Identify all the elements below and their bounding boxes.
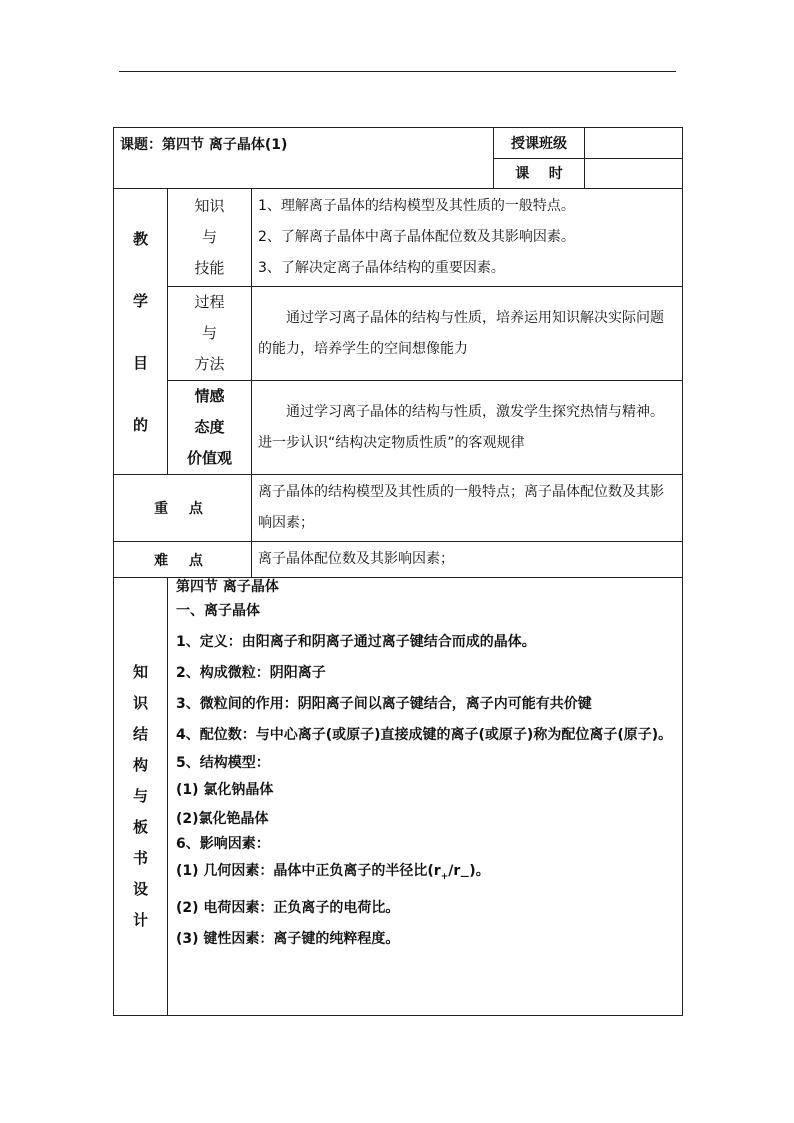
board-label-char: 书 (132, 849, 148, 867)
process-label-line: 方法 (194, 355, 225, 373)
board-line: 第四节 离子晶体 (176, 579, 279, 595)
board-line: 6、影响因素： (176, 836, 270, 852)
board-label-char: 设 (132, 880, 148, 898)
key-point-text: 离子晶体的结构模型及其性质的一般特点；离子晶体配位数及其影响因素； (252, 475, 683, 542)
knowledge-label-line: 技能 (194, 259, 225, 277)
process-label (168, 287, 252, 381)
ratio-slash: / (448, 863, 454, 879)
board-label-char: 构 (132, 756, 148, 774)
board-content (168, 578, 683, 1016)
board-line: 3、微粒间的作用：阴阳离子间以离子键结合，离子内可能有共价键 (176, 696, 592, 712)
emotion-label-line: 态度 (194, 418, 225, 436)
board-label-char: 知 (132, 663, 148, 681)
board-label-char: 识 (132, 694, 148, 712)
board-line: (2)氯化铯晶体 (176, 811, 269, 827)
knowledge-label (168, 189, 252, 287)
header-rule (119, 71, 676, 72)
board-label-char: 结 (132, 725, 148, 743)
key-point-label: 重 点 (114, 475, 252, 542)
hours-label: 课 时 (494, 158, 585, 189)
board-line: (2) 电荷因素：正负离子的电荷比。 (176, 899, 400, 916)
board-line-ratio (176, 856, 676, 893)
ratio-r: r (453, 863, 461, 879)
knowledge-item: 3、了解决定离子晶体结构的重要因素。 (258, 260, 505, 276)
board-label-char: 计 (132, 911, 148, 929)
emotion-label-line: 价值观 (186, 449, 232, 467)
objectives-label (114, 189, 168, 475)
process-label-line: 与 (201, 324, 217, 342)
class-value (585, 128, 683, 159)
objectives-char: 教 (132, 229, 148, 248)
difficulty-label: 难 点 (114, 542, 252, 578)
knowledge-items (252, 189, 683, 287)
emotion-label-line: 情感 (194, 387, 225, 405)
board-line: 4、配位数：与中心离子(或原子)直接成键的离子(或原子)称为配位离子(原子)。 (176, 727, 673, 743)
ratio-plus: + (440, 871, 449, 882)
process-label-line: 过程 (194, 293, 225, 311)
board-label (114, 578, 168, 1016)
difficulty-text: 离子晶体配位数及其影响因素； (252, 542, 683, 578)
board-line: 2、构成微粒：阴阳离子 (176, 665, 326, 681)
board-line: (3) 键性因素：离子键的纯粹程度。 (176, 930, 400, 947)
objectives-char: 的 (132, 415, 148, 434)
ratio-minus: — (460, 871, 470, 882)
lesson-title-cell (114, 128, 494, 189)
emotion-text: 通过学习离子晶体的结构与性质，激发学生探究热情与精神。进一步认识“结构决定物质性质”的客观规律 (252, 381, 683, 475)
objectives-char: 目 (132, 353, 148, 372)
class-label: 授课班级 (494, 128, 585, 159)
board-line: 5、结构模型： (176, 755, 270, 771)
knowledge-item: 1、理解离子晶体的结构模型及其性质的一般特点。 (258, 198, 575, 214)
ratio-text: (1) 几何因素：晶体中正负离子的半径比(r (176, 863, 441, 879)
objectives-char: 学 (132, 291, 148, 310)
process-text: 通过学习离子晶体的结构与性质，培养运用知识解决实际问题的能力，培养学生的空间想像能力 (252, 287, 683, 381)
board-label-char: 与 (132, 787, 148, 805)
knowledge-item: 2、了解离子晶体中离子晶体配位数及其影响因素。 (258, 229, 575, 245)
hours-value (585, 158, 683, 189)
knowledge-label-line: 知识 (194, 197, 225, 215)
board-line: 一、离子晶体 (176, 603, 260, 619)
board-line: (1) 氯化钠晶体 (176, 782, 274, 798)
knowledge-label-line: 与 (201, 228, 217, 246)
emotion-label (168, 381, 252, 475)
ratio-end: )。 (469, 863, 490, 879)
board-line: 1、定义：由阳离子和阴离子通过离子键结合而成的晶体。 (176, 634, 536, 650)
lesson-title: 课题：第四节 离子晶体(1) (120, 137, 288, 153)
board-label-char: 板 (132, 818, 148, 836)
lesson-plan-table (113, 127, 683, 1016)
